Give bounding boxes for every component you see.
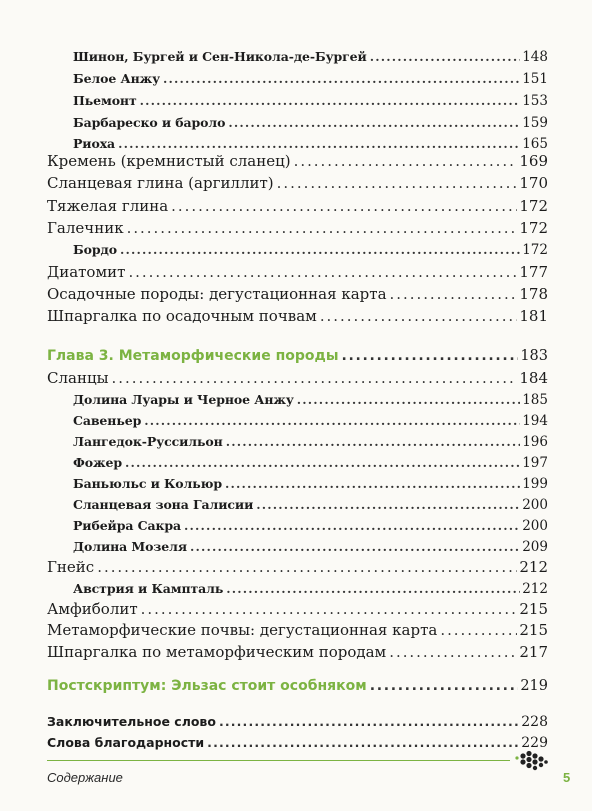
dot-leader	[97, 557, 517, 577]
toc-entry-page: 212	[522, 581, 548, 597]
dot-leader	[163, 69, 520, 89]
toc-subentry	[73, 516, 548, 536]
toc-entry	[47, 284, 548, 304]
toc-entry	[47, 218, 548, 238]
dot-leader	[125, 453, 520, 473]
toc-entry-title: Бордо	[73, 242, 117, 257]
dot-leader	[294, 151, 518, 171]
dot-leader	[226, 432, 521, 452]
toc-entry-title: Долина Луары и Черное Анжу	[73, 392, 294, 407]
toc-subentry	[73, 91, 548, 111]
dot-leader	[440, 620, 517, 640]
toc-entry-page: 159	[522, 115, 548, 131]
dot-leader	[342, 346, 519, 366]
toc-entry-title: Пьемонт	[73, 93, 137, 108]
toc-entry-page: 151	[522, 71, 548, 87]
toc-entry	[47, 173, 548, 193]
dot-leader	[226, 579, 520, 599]
dot-leader	[141, 599, 518, 619]
toc-entry-page: 170	[519, 174, 548, 192]
toc-entry-title: Заключительное слово	[47, 714, 216, 729]
toc-entry-page: 199	[522, 476, 548, 492]
toc-entry-page: 153	[522, 93, 548, 109]
toc-entry-title: Глава 3. Метаморфические породы	[47, 348, 339, 364]
toc-entry-title: Диатомит	[47, 263, 126, 281]
toc-subentry	[73, 432, 548, 452]
toc-entry-page: 169	[519, 152, 548, 170]
dot-leader	[207, 733, 519, 753]
dot-leader	[320, 306, 518, 326]
dot-leader	[128, 262, 517, 282]
toc-subentry	[73, 579, 548, 599]
toc-entry-page: 197	[522, 455, 548, 471]
dot-leader	[370, 676, 519, 696]
toc-entry-page: 148	[522, 49, 548, 65]
toc-entry	[47, 306, 548, 326]
toc-subentry	[73, 69, 548, 89]
toc-entry-title: Метаморфические почвы: дегустационная карта	[47, 621, 438, 639]
toc-entry-title: Осадочные породы: дегустационная карта	[47, 285, 387, 303]
toc-entry	[47, 620, 548, 640]
dot-leader	[219, 712, 519, 732]
toc-subentry	[73, 537, 548, 557]
toc-entry-title: Шпаргалка по метаморфическим породам	[47, 643, 387, 661]
toc-chapter-entry	[47, 346, 548, 366]
dot-leader	[140, 91, 521, 111]
dot-leader	[144, 411, 520, 431]
toc-entry-title: Постскриптум: Эльзас стоит особняком	[47, 678, 367, 694]
toc-entry-title: Лангедок-Руссильон	[73, 434, 223, 449]
page-number: 5	[563, 770, 571, 785]
toc-entry-page: 183	[520, 348, 548, 364]
toc-entry-page: 215	[519, 600, 548, 618]
toc-entry-title: Сланцевая глина (аргиллит)	[47, 174, 274, 192]
dot-leader	[127, 218, 518, 238]
toc-entry-title: Риоха	[73, 136, 116, 151]
dot-leader	[190, 537, 520, 557]
toc-entry-page: 212	[519, 558, 548, 576]
toc-entry-page: 172	[522, 242, 548, 258]
toc-entry-title: Кремень (кремнистый сланец)	[47, 152, 291, 170]
toc-entry-page: 172	[519, 219, 548, 237]
toc-entry-title: Гнейс	[47, 558, 95, 576]
dot-leader	[277, 173, 518, 193]
toc-entry-title: Фожер	[73, 455, 123, 470]
toc-entry-page: 219	[520, 678, 548, 694]
dot-leader	[256, 495, 520, 515]
toc-entry-page: 200	[522, 518, 548, 534]
dot-leader	[112, 368, 518, 388]
toc-entry-page: 196	[522, 434, 548, 450]
toc-entry-title: Белое Анжу	[73, 71, 161, 86]
toc-entry	[47, 262, 548, 282]
toc-entry-page: 165	[522, 136, 548, 152]
toc-entry-page: 194	[522, 413, 548, 429]
toc-entry-page: 228	[521, 714, 548, 730]
toc-entry-title: Шинон, Бургей и Сен-Никола-де-Бургей	[73, 49, 367, 64]
toc-entry-page: 229	[521, 735, 548, 751]
toc-subentry	[73, 113, 548, 133]
toc-subentry	[73, 453, 548, 473]
toc-subentry	[73, 390, 548, 410]
toc-entry-page: 178	[519, 285, 548, 303]
dot-leader	[171, 196, 517, 216]
grapes-icon	[514, 750, 550, 772]
dot-leader	[297, 390, 520, 410]
toc-entry-page: 185	[522, 392, 548, 408]
dot-leader	[228, 113, 520, 133]
footer-divider	[47, 760, 510, 761]
toc-entry-page: 215	[519, 621, 548, 639]
toc-entry-page: 209	[522, 539, 548, 555]
toc-entry	[47, 557, 548, 577]
toc-subentry	[73, 47, 548, 67]
toc-entry-page: 177	[519, 263, 548, 281]
toc-entry-title: Рибейра Сакра	[73, 518, 182, 533]
toc-entry-title: Барбареско и бароло	[73, 115, 226, 130]
dot-leader	[120, 240, 520, 260]
toc-entry	[47, 712, 548, 732]
toc-entry	[47, 151, 548, 171]
toc-entry-title: Савеньер	[73, 413, 142, 428]
dot-leader	[370, 47, 521, 67]
footer-section-label: Содержание	[47, 770, 123, 785]
toc-entry-title: Амфиболит	[47, 600, 138, 618]
toc-subentry	[73, 474, 548, 494]
toc-entry	[47, 733, 548, 753]
dot-leader	[225, 474, 520, 494]
toc-entry-title: Тяжелая глина	[47, 197, 169, 215]
toc-subentry	[73, 411, 548, 431]
toc-entry-page: 217	[519, 643, 548, 661]
toc-entry-page: 200	[522, 497, 548, 513]
toc-entry-title: Сланцы	[47, 369, 109, 387]
toc-entry-title: Баньюльс и Кольюр	[73, 476, 222, 491]
dot-leader	[184, 516, 520, 536]
toc-entry-page: 184	[519, 369, 548, 387]
toc-entry-title: Сланцевая зона Галисии	[73, 497, 254, 512]
toc-entry	[47, 196, 548, 216]
toc-entry	[47, 599, 548, 619]
toc-chapter-entry	[47, 676, 548, 696]
toc-subentry	[73, 240, 548, 260]
dot-leader	[389, 642, 517, 662]
toc-entry	[47, 368, 548, 388]
toc-entry-page: 181	[519, 307, 548, 325]
toc-entry-title: Долина Мозеля	[73, 539, 187, 554]
toc-entry-title: Австрия и Кампталь	[73, 581, 224, 596]
dot-leader	[390, 284, 518, 304]
toc-entry-title: Слова благодарности	[47, 735, 205, 750]
toc-entry-title: Галечник	[47, 219, 124, 237]
toc-entry-page: 172	[519, 197, 548, 215]
toc-subentry	[73, 495, 548, 515]
toc-entry-title: Шпаргалка по осадочным почвам	[47, 307, 317, 325]
toc-entry	[47, 642, 548, 662]
